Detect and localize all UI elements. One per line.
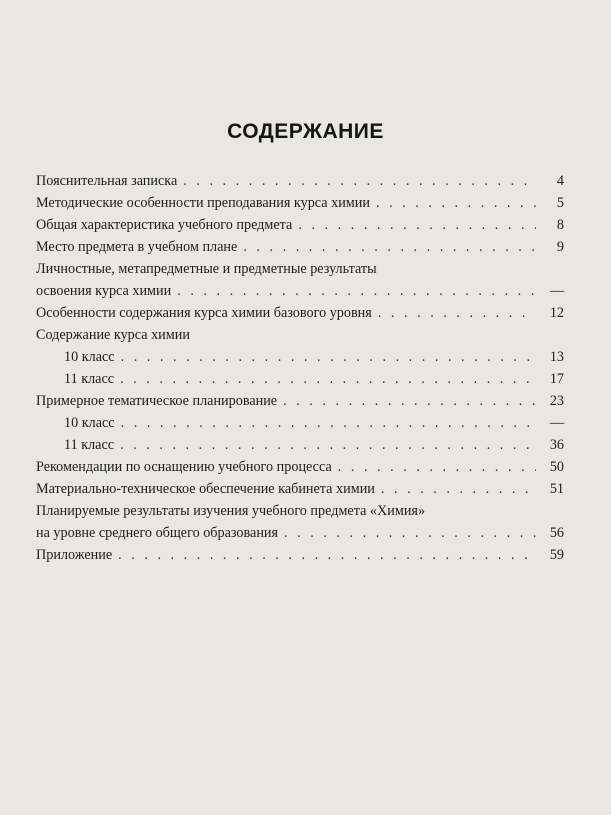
table-of-contents: [36, 170, 564, 566]
toc-entry-text: Особенности содержания курса химии базового уровня: [36, 305, 372, 321]
dot-leader: [118, 544, 536, 566]
toc-entry-text: Общая характеристика учебного предмета: [36, 217, 293, 233]
dot-leader: [120, 368, 536, 390]
toc-heading: Содержание курса химии: [36, 327, 190, 343]
toc-page-number: 17: [549, 371, 564, 387]
dot-leader: [298, 214, 536, 236]
dot-leader: [381, 478, 536, 500]
toc-page-number: 36: [549, 437, 564, 453]
toc-page-number: 13: [549, 349, 564, 365]
dot-leader: [284, 522, 536, 544]
dot-leader: [243, 236, 536, 258]
toc-entry: [36, 170, 564, 192]
dot-leader: [120, 434, 536, 456]
dot-leader: [177, 280, 536, 302]
toc-page-number: —: [549, 415, 564, 431]
dot-leader: [121, 346, 536, 368]
toc-entry: [36, 478, 564, 500]
dot-leader: [376, 192, 536, 214]
toc-entry-text: 11 класс: [64, 371, 115, 387]
toc-entry: [36, 346, 564, 368]
toc-entry: [36, 522, 564, 544]
toc-entry-first-line: Планируемые результаты изучения учебного предмета «Химия»: [36, 503, 426, 519]
toc-page-number: —: [549, 283, 564, 299]
toc-entry-text: Материально-техническое обеспечение кабинета химии: [36, 481, 375, 497]
toc-entry: [36, 412, 564, 434]
toc-entry: [36, 192, 564, 214]
toc-entry-text: Рекомендации по оснащению учебного процесса: [36, 459, 332, 475]
dot-leader: [378, 302, 536, 324]
toc-entry: [36, 214, 564, 236]
toc-entry-first-line: Личностные, метапредметные и предметные результаты: [36, 261, 377, 277]
toc-entry: [36, 302, 564, 324]
toc-page-number: 50: [549, 459, 564, 475]
toc-page-number: 12: [549, 305, 564, 321]
toc-entry: [36, 280, 564, 302]
toc-entry-text: 10 класс: [64, 415, 115, 431]
dot-leader: [338, 456, 536, 478]
page-title: СОДЕРЖАНИЕ: [227, 120, 384, 143]
toc-entry-text: на уровне среднего общего образования: [36, 525, 279, 541]
toc-entry-text: освоения курса химии: [36, 283, 172, 299]
toc-entry-text: Пояснительная записка: [36, 173, 178, 189]
dot-leader: [183, 170, 536, 192]
toc-page-number: 56: [549, 525, 564, 541]
toc-entry: [36, 390, 564, 412]
toc-page-number: 51: [549, 481, 564, 497]
toc-page-number: 9: [556, 239, 564, 255]
dot-leader: [283, 390, 536, 412]
toc-page-number: 8: [556, 217, 564, 233]
toc-entry: [36, 456, 564, 478]
toc-entry-text: Методические особенности преподавания курса химии: [36, 195, 370, 211]
toc-entry: [36, 368, 564, 390]
toc-entry-text: 11 класс: [64, 437, 115, 453]
toc-page-number: 5: [556, 195, 564, 211]
toc-entry-text: Место предмета в учебном плане: [36, 239, 238, 255]
toc-entry: [36, 544, 564, 566]
toc-entry: [36, 236, 564, 258]
toc-page-number: 59: [549, 547, 564, 563]
toc-entry-text: Примерное тематическое планирование: [36, 393, 278, 409]
toc-entry-text: Приложение: [36, 547, 113, 563]
toc-entry: [36, 434, 564, 456]
toc-entry-text: 10 класс: [64, 349, 115, 365]
dot-leader: [121, 412, 536, 434]
toc-page-number: 23: [549, 393, 564, 409]
toc-page-number: 4: [556, 173, 564, 189]
